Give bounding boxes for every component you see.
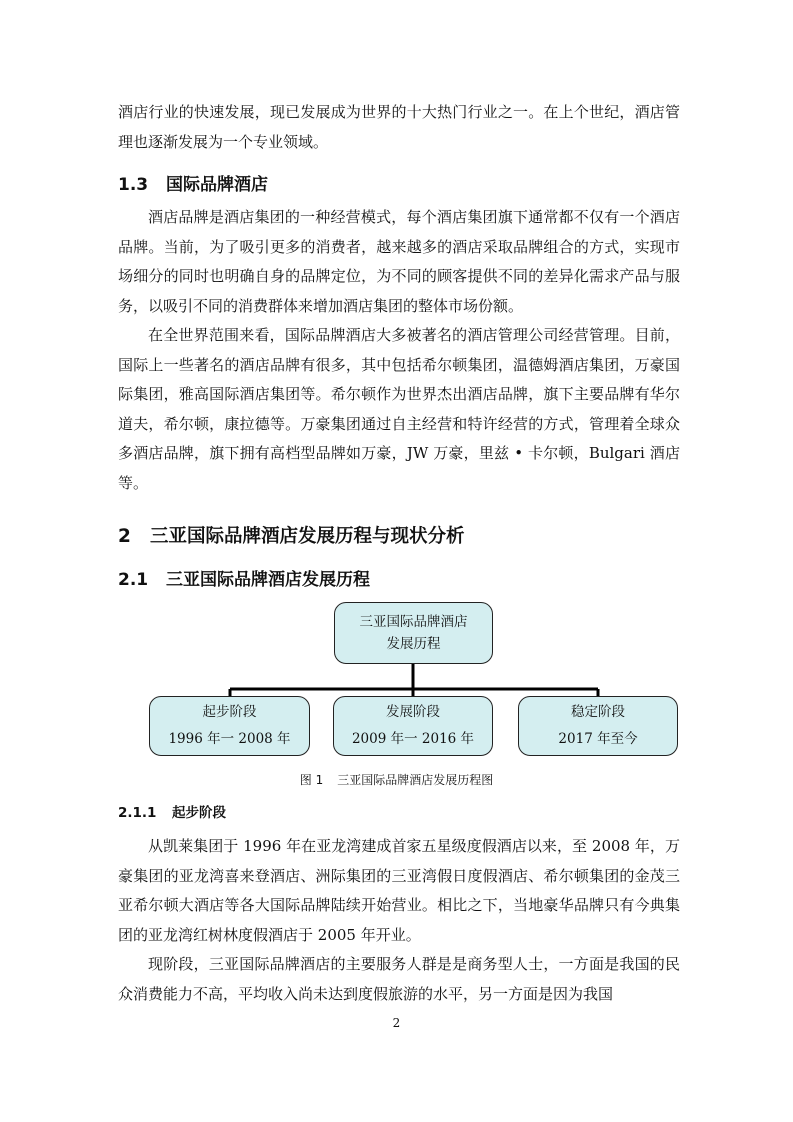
diagram-stage-node — [518, 696, 678, 756]
diagram-stage-node — [149, 696, 310, 756]
root-node-line2: 发展历程 — [386, 636, 441, 652]
figure-caption — [0, 771, 793, 788]
paragraph-initial-stage: 从凯莱集团于 1996 年在亚龙湾建成首家五星级度假酒店以来，至 2008 年，万豪集团的亚龙湾喜来登酒店、洲际集团的三亚湾假日度假酒店、希尔顿集团的金茂三亚希尔顿大酒店等各大国际品牌陆续开始营业。相比之下，当地豪华品牌只有今典集团的亚龙湾红树林度假酒店于 2005 年开业。 — [118, 837, 680, 944]
chapter-number: 2 — [118, 526, 131, 547]
page-number: 2 — [392, 1016, 401, 1030]
figure-number: 图 1 — [299, 773, 324, 787]
root-node-line1: 三亚国际品牌酒店 — [359, 614, 468, 630]
subsection-title: 起步阶段 — [172, 805, 226, 821]
diagram-root-node — [334, 602, 493, 664]
chapter-title: 三亚国际品牌酒店发展历程与现状分析 — [150, 526, 465, 547]
diagram-stage-node — [333, 696, 493, 756]
stage-period: 1996 年一 2008 年 — [168, 731, 291, 747]
section-title: 国际品牌酒店 — [166, 175, 268, 195]
stage-title: 发展阶段 — [386, 704, 440, 720]
stage-period: 2017 年至今 — [558, 731, 638, 747]
stage-title: 起步阶段 — [202, 704, 257, 720]
figure-caption-text: 三亚国际品牌酒店发展历程图 — [337, 773, 494, 787]
section-number: 1.3 — [118, 175, 149, 195]
section-title: 三亚国际品牌酒店发展历程 — [166, 570, 370, 590]
subsection-number: 2.1.1 — [118, 805, 157, 821]
paragraph-global-brands: 在全世界范围来看，国际品牌酒店大多被著名的酒店管理公司经营管理。目前，国际上一些著名的酒店品牌有很多，其中包括希尔顿集团，温德姆酒店集团，万豪国际集团，雅高国际酒店集团等。希尔顿作为世界杰出酒店品牌，旗下主要品牌有华尔道夫，希尔顿，康拉德等。万豪集团通过自主经营和特许经营的方式，管理着全球众多酒店品牌，旗下拥有高档型品牌如万豪，JW 万豪，里兹 • 卡尔顿，Bulgari 酒店等。 — [118, 326, 680, 492]
section-number: 2.1 — [118, 570, 149, 590]
paragraph-brand-definition: 酒店品牌是酒店集团的一种经营模式，每个酒店集团旗下通常都不仅有一个酒店品牌。当前，为了吸引更多的消费者，越来越多的酒店采取品牌组合的方式，实现市场细分的同时也明确自身的品牌定位，为不同的顾客提供不同的差异化需求产品与服务，以吸引不同的消费群体来增加酒店集团的整体市场份额。 — [118, 208, 680, 315]
subsection-heading-2-1-1 — [118, 801, 226, 821]
paragraph-intro-continued: 酒店行业的快速发展，现已发展成为世界的十大热门行业之一。在上个世纪，酒店管理也逐渐发展为一个专业领域。 — [118, 103, 680, 151]
paragraph-current-stage: 现阶段，三亚国际品牌酒店的主要服务人群是是商务型人士，一方面是我国的民众消费能力不高，平均收入尚未达到度假旅游的水平，另一方面是因为我国 — [118, 955, 680, 1003]
stage-period: 2009 年一 2016 年 — [351, 731, 475, 747]
stage-title: 稳定阶段 — [571, 704, 625, 720]
